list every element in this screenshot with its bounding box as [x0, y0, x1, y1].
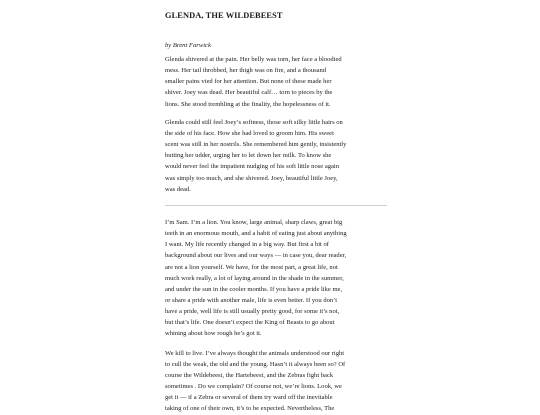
paragraph-1	[165, 54, 390, 110]
text-line: I want. My life recently changed in a big way. But first a bit of	[165, 241, 329, 249]
paragraph-2	[165, 117, 390, 195]
article	[165, 0, 390, 415]
text-line: much work really, a lot of laying around in the shade in the summer,	[165, 274, 344, 282]
text-line: I’m Sam. I’m a lion. You know, large animal, sharp claws, great big	[165, 218, 343, 226]
text-line: would never feel the impatient nudging of his soft little nose again	[165, 163, 339, 171]
text-line: butting her udder, urging her to let down her milk. To know she	[165, 152, 332, 160]
article-title: GLENDA, THE WILDEBEEST	[165, 11, 283, 20]
paragraph-4	[165, 348, 390, 415]
paragraph-3	[165, 217, 390, 340]
text-line: sometimes . Do we complain? Of course not, we’re lions. Look, we	[165, 383, 342, 391]
text-line: and under the sun in the cooler months. If you have a pride like me,	[165, 285, 343, 293]
text-line: lions. She stood trembling at the finality, the hopelessness of it.	[165, 100, 331, 108]
text-line: mess. Her tail throbbed, her thigh was on fire, and a thousand	[165, 67, 327, 75]
text-line: the side of his face. How she had loved to groom him. His sweet	[165, 129, 334, 137]
article-byline: by Brent Farwick	[165, 42, 211, 49]
text-line: have a pride, well life is still usually pretty good, for some it’s not,	[165, 308, 340, 316]
text-line: scent was still in her nostrils. She remembered him gently, insistently	[165, 141, 347, 149]
section-divider	[165, 205, 387, 206]
text-line: course the Wildebeest, the Hartebeest, and the Zebras fight back	[165, 371, 334, 379]
text-line: was simply too much, and she shivered. Joey, beautiful little Joey,	[165, 174, 338, 182]
text-line: whining about how rough he’s got it.	[165, 330, 262, 338]
text-line: smaller pains vied for her attention. But none of these made her	[165, 78, 332, 86]
text-line: but that’s life. One doesn’t expect the King of Beasts to go about	[165, 319, 335, 327]
text-line: background about our lives and our ways — in case you, dear reader,	[165, 252, 347, 260]
text-line: or share a pride with another male, life is even better. If you don’t	[165, 296, 338, 304]
text-line: teeth in an enormous mouth, and a habit of eating just about anything	[165, 230, 347, 238]
text-line: get it — if a Zebra or several of them try ward off the inevitable	[165, 394, 333, 402]
text-line: Glenda could still feel Joey’s softness, those soft silky little hairs on	[165, 118, 343, 126]
text-line: We kill to live. I’ve always thought the animals understood our right	[165, 349, 345, 357]
text-line: Glenda shivered at the pain. Her belly was torn, her face a bloodied	[165, 56, 342, 63]
text-line: was dead.	[165, 185, 191, 193]
text-line: taking of one of their own, it’s to be expected. Nevertheless, The	[165, 405, 335, 413]
text-line: are not a lion yourself. We have, for the most part, a great life, not	[165, 263, 338, 271]
text-line: shiver. Joey was dead. Her beautiful calf… torn to pieces by the	[165, 89, 333, 97]
text-line: to cull the weak, the old and the young. Hasn’t it always been so? Of	[165, 360, 346, 368]
